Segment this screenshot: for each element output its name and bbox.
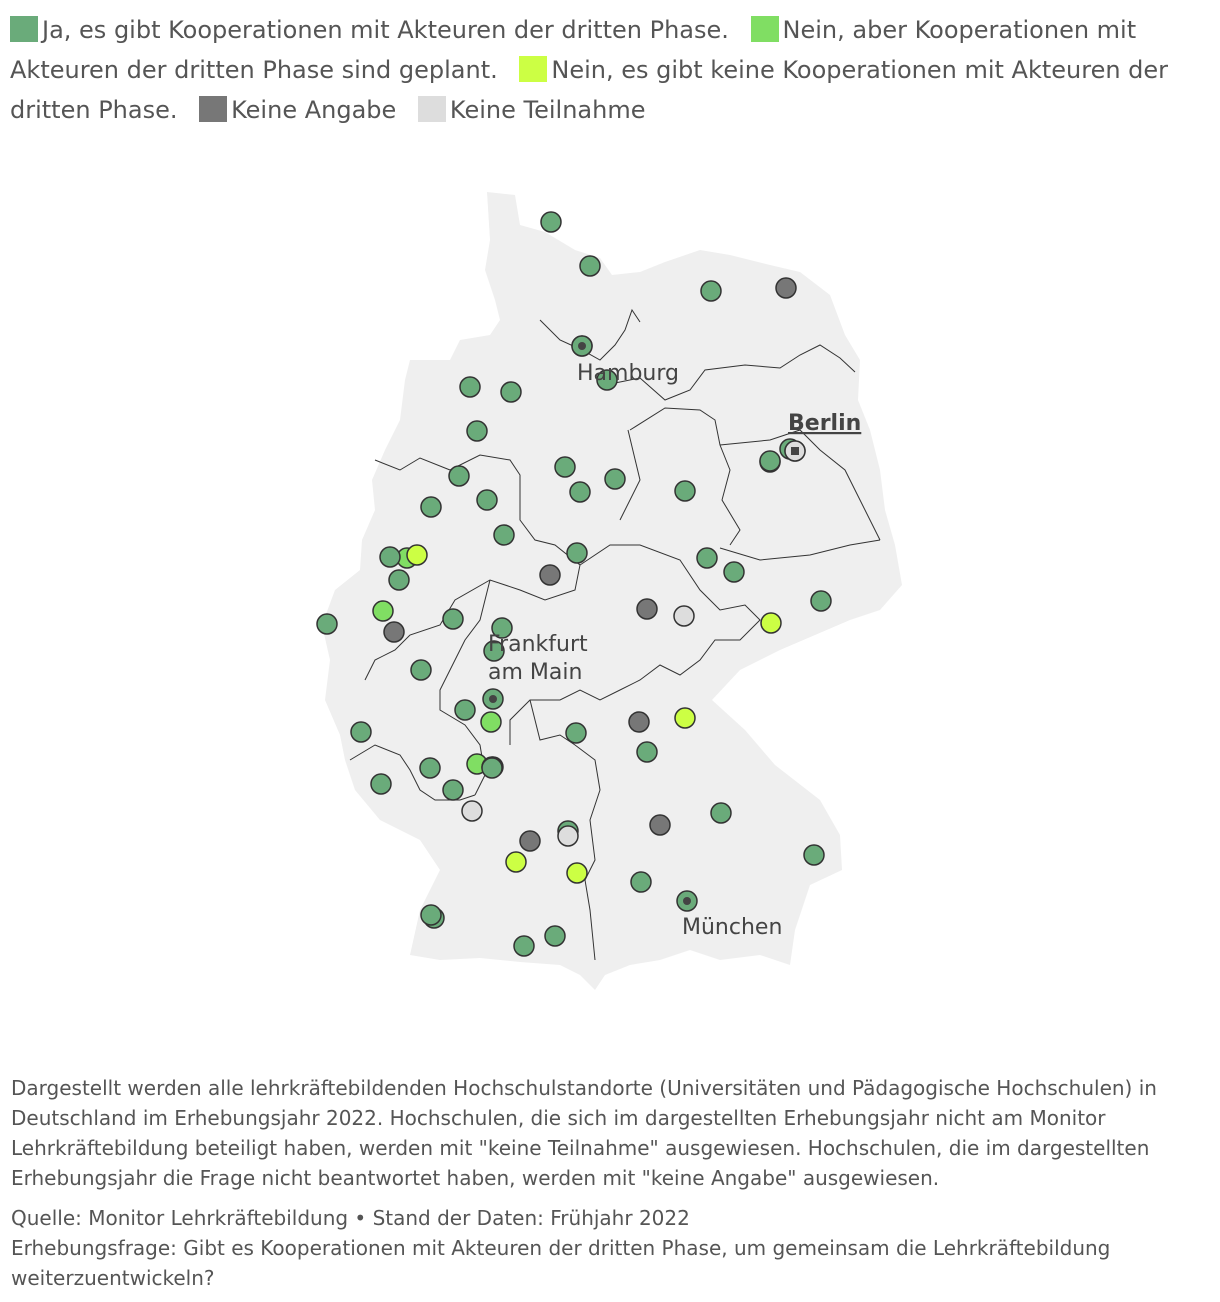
university-marker-ja[interactable] xyxy=(501,382,521,402)
university-marker-nein[interactable] xyxy=(675,708,695,728)
university-marker-ja[interactable] xyxy=(449,466,469,486)
university-marker-ja[interactable] xyxy=(420,758,440,778)
legend-swatch-geplant xyxy=(751,16,779,42)
university-marker-ja[interactable] xyxy=(541,212,561,232)
university-marker-ja[interactable] xyxy=(760,451,780,471)
university-marker-keine-angabe[interactable] xyxy=(650,815,670,835)
legend-label-keine-teilnahme: Keine Teilnahme xyxy=(449,96,646,124)
university-marker-keine-angabe[interactable] xyxy=(520,831,540,851)
germany-outline xyxy=(322,192,902,990)
university-marker-ja[interactable] xyxy=(811,591,831,611)
legend-swatch-ja xyxy=(10,16,38,42)
legend-label-geplant: Nein, aber Kooperationen mit Akteuren der dritten Phase sind geplant. xyxy=(10,16,1137,84)
footer-question: Erhebungsfrage: Gibt es Kooperationen mit Akteuren der dritten Phase, um gemeinsam die Lehrkräftebildung weiterzuentwickeln? xyxy=(11,1236,1111,1290)
university-marker-keine-teilnahme[interactable] xyxy=(462,801,482,821)
footer xyxy=(11,1073,1201,1293)
university-marker-ja[interactable] xyxy=(455,700,475,720)
university-marker-ja[interactable] xyxy=(675,481,695,501)
legend-item-ja[interactable] xyxy=(10,16,729,44)
legend-label-ja: Ja, es gibt Kooperationen mit Akteuren der dritten Phase. xyxy=(42,16,729,44)
university-marker-nein[interactable] xyxy=(761,613,781,633)
university-marker-keine-teilnahme[interactable] xyxy=(674,606,694,626)
city-label-berlin: Berlin xyxy=(788,411,862,436)
university-marker-ja[interactable] xyxy=(411,660,431,680)
university-marker-ja[interactable] xyxy=(724,562,744,582)
city-center-dot xyxy=(489,695,497,703)
city-center-dot xyxy=(578,342,586,350)
university-marker-ja[interactable] xyxy=(467,421,487,441)
city-label-muenchen: München xyxy=(682,915,783,940)
university-marker-ja[interactable] xyxy=(605,469,625,489)
university-marker-ja[interactable] xyxy=(555,457,575,477)
legend-label-keine-angabe: Keine Angabe xyxy=(231,96,397,124)
city-label-frankfurt-line1: Frankfurt xyxy=(488,632,588,657)
germany-map xyxy=(0,140,1220,1040)
university-marker-ja[interactable] xyxy=(711,803,731,823)
university-marker-keine-angabe[interactable] xyxy=(776,278,796,298)
footer-note: Dargestellt werden alle lehrkräftebildenden Hochschulstandorte (Universitäten und Pädagogische Hochschulen) in Deutschland im Erhebungsjahr 2022. Hochschulen, die sich im dargestellten Erhebungsjahr nicht am Monitor Lehrkräftebildung beteiligt haben, werden mit "keine Teilnahme" ausgewiesen. Hochschulen, die im dargestellten Erhebungsjahr die Frage nicht beantwortet haben, werden mit "keine Angabe" ausgewiesen. xyxy=(11,1076,1157,1190)
legend-label-nein: Nein, es gibt keine Kooperationen mit Akteuren der dritten Phase. xyxy=(10,56,1169,124)
university-marker-ja[interactable] xyxy=(494,525,514,545)
university-marker-ja[interactable] xyxy=(460,377,480,397)
university-marker-ja[interactable] xyxy=(804,845,824,865)
footer-source: Quelle: Monitor Lehrkräftebildung • Stand der Daten: Frühjahr 2022 xyxy=(11,1206,690,1230)
university-marker-geplant[interactable] xyxy=(481,712,501,732)
university-marker-keine-angabe[interactable] xyxy=(637,599,657,619)
university-marker-ja[interactable] xyxy=(443,609,463,629)
university-marker-nein[interactable] xyxy=(407,545,427,565)
city-label-frankfurt-line2: am Main xyxy=(488,660,583,685)
university-marker-ja[interactable] xyxy=(317,614,337,634)
university-marker-ja[interactable] xyxy=(477,490,497,510)
university-marker-ja[interactable] xyxy=(545,926,565,946)
university-marker-ja[interactable] xyxy=(389,570,409,590)
university-marker-ja[interactable] xyxy=(421,905,441,925)
university-marker-nein[interactable] xyxy=(506,852,526,872)
city-label-hamburg: Hamburg xyxy=(577,361,679,386)
university-marker-ja[interactable] xyxy=(371,774,391,794)
university-marker-ja[interactable] xyxy=(631,872,651,892)
legend-swatch-keine-teilnahme xyxy=(418,96,446,122)
university-marker-ja[interactable] xyxy=(697,548,717,568)
legend-swatch-nein xyxy=(519,56,547,82)
university-marker-ja[interactable] xyxy=(380,547,400,567)
university-marker-keine-angabe[interactable] xyxy=(629,712,649,732)
university-marker-ja[interactable] xyxy=(567,543,587,563)
university-marker-ja[interactable] xyxy=(570,482,590,502)
city-center-dot xyxy=(791,447,799,455)
university-marker-ja[interactable] xyxy=(566,723,586,743)
university-marker-ja[interactable] xyxy=(351,722,371,742)
university-marker-ja[interactable] xyxy=(701,281,721,301)
city-center-dot xyxy=(683,897,691,905)
university-marker-keine-teilnahme[interactable] xyxy=(558,826,578,846)
university-marker-keine-angabe[interactable] xyxy=(540,565,560,585)
university-marker-ja[interactable] xyxy=(482,758,502,778)
university-marker-ja[interactable] xyxy=(421,497,441,517)
university-marker-ja[interactable] xyxy=(514,936,534,956)
university-marker-keine-angabe[interactable] xyxy=(384,622,404,642)
legend xyxy=(10,10,1190,130)
university-marker-geplant[interactable] xyxy=(373,601,393,621)
legend-item-keine-teilnahme[interactable] xyxy=(418,96,646,124)
legend-swatch-keine-angabe xyxy=(199,96,227,122)
university-marker-nein[interactable] xyxy=(567,863,587,883)
legend-item-keine-angabe[interactable] xyxy=(199,96,396,124)
university-marker-ja[interactable] xyxy=(580,256,600,276)
university-marker-ja[interactable] xyxy=(443,780,463,800)
university-marker-ja[interactable] xyxy=(637,742,657,762)
